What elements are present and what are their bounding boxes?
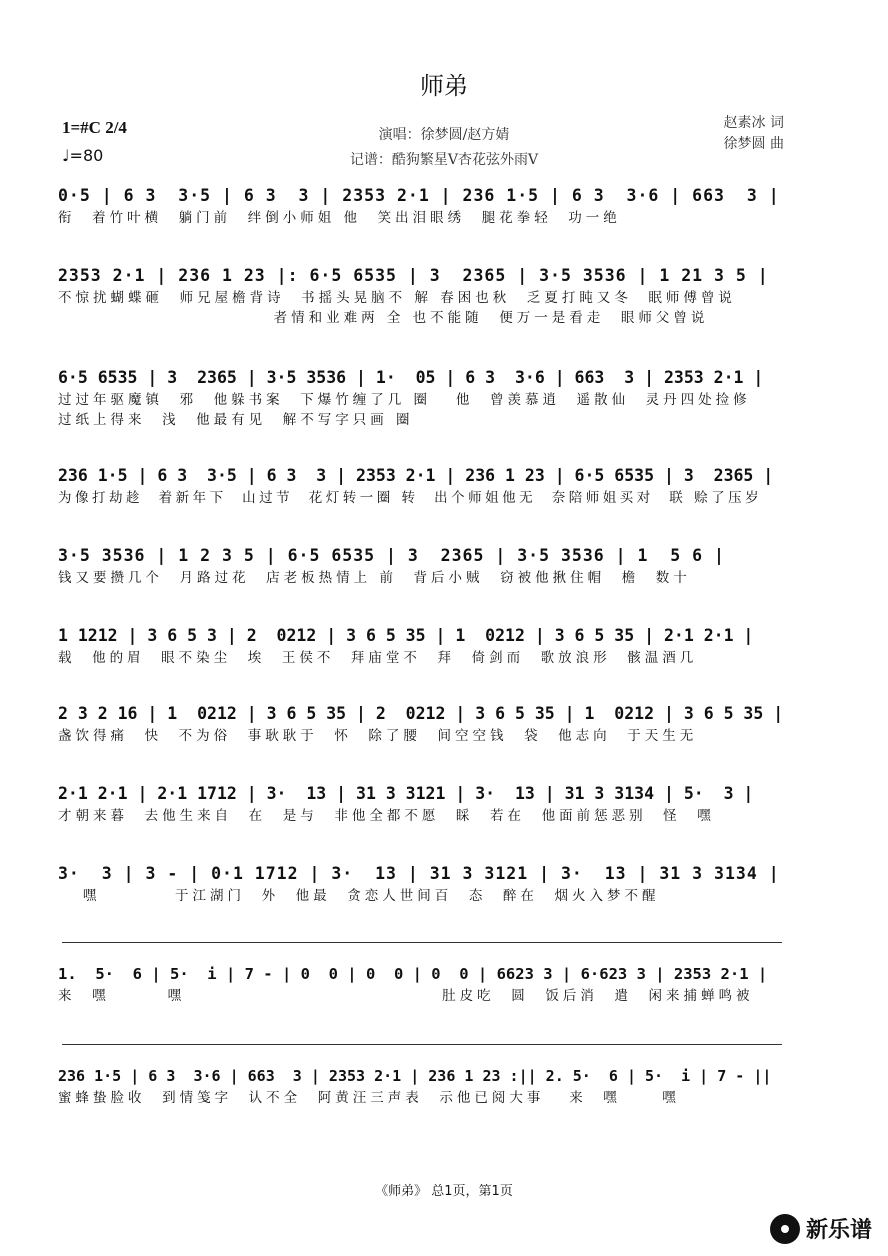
lyric-line: 为像打劫趁 着新年下 山过节 花灯转一圈 转 出个师姐他无 奈陪师姐买对 联 赊了压岁 — [58, 490, 763, 506]
lyricist-credit: 赵素冰 词 — [723, 115, 784, 131]
lyric-line: 不惊扰蝴蝶砸 师兄屋檐背诗 书摇头晃脑不 解 春困也秋 乏夏打盹又冬 眠师傅曾说 — [58, 290, 736, 306]
lyric-line: 才朝来暮 去他生来自 在 是与 非他全都不愿 睬 若在 他面前惩恶别 怪 嘿 — [58, 808, 715, 824]
score-row — [58, 464, 784, 508]
lyric-line: 钱又要攒几个 月路过花 店老板热情上 前 背后小贼 窃被他揪住帽 檐 数十 — [58, 570, 691, 586]
logo-text: 新乐谱 — [805, 1218, 872, 1243]
lyric-line: 来 嘿 嘿 肚皮吃 圆 饭后消 遣 闲来捕蝉鸣被 — [58, 988, 754, 1004]
lyric-line: 过纸上得来 浅 他最有见 解不写字只画 圈 — [58, 412, 414, 428]
score-row — [58, 782, 784, 826]
lyric-line: 盏饮得痛 快 不为俗 事耿耿于 怀 除了腰 间空空钱 袋 他志向 于天生无 — [58, 728, 698, 744]
score-row — [58, 366, 784, 430]
lyric-line: 过过年驱魔镇 邪 他躲书案 下爆竹缠了几 圈 他 曾羡慕逍 遥散仙 灵丹四处捡修 — [58, 392, 751, 408]
volta-bracket-1 — [62, 942, 782, 943]
volta-bracket-2 — [62, 1044, 782, 1045]
notation-line: 6·5 6535 | 3 2365 | 3·5 3536 | 1· 05 | 6 3 3·6 | 663 3 | 2353 2·1 | — [58, 368, 764, 387]
notation-line: 2353 2·1 | 236 1 23 |: 6·5 6535 | 3 2365 | 3·5 3536 | 1 21 3 5 | — [58, 266, 769, 285]
notation-line: 236 1·5 | 6 3 3·5 | 6 3 3 | 2353 2·1 | 236 1 23 | 6·5 6535 | 3 2365 | — [58, 466, 774, 485]
notation-credit: 记谱：酷狗繁星V杏花弦外雨V — [349, 152, 539, 168]
score-row — [58, 184, 784, 228]
lyric-line: 者情和业难两 全 也不能随 便万一是看走 眼师父曾说 — [58, 310, 709, 326]
lyric-line: 蜜蜂蛰脸收 到情笺字 认不全 阿黄汪三声表 示他已阅大事 来 嘿 嘿 — [58, 1090, 680, 1106]
vinyl-disc-icon — [770, 1214, 800, 1244]
notation-line: 1. 5· 6 | 5· i | 7 - | 0 0 | 0 0 | 0 0 | 6623 3 | 6·623 3 | 2353 2·1 | — [58, 965, 768, 983]
score-row — [58, 862, 784, 906]
notation-line: 1 1212 | 3 6 5 3 | 2 0212 | 3 6 5 35 | 1 0212 | 3 6 5 35 | 2·1 2·1 | — [58, 626, 754, 645]
key-signature: 1=#C 2/4 — [62, 118, 127, 137]
singers-credit: 演唱：徐梦圆/赵方婧 — [378, 127, 510, 143]
page-footer: 《师弟》 总1页，第1页 — [375, 1184, 513, 1199]
score-row — [58, 544, 784, 588]
notation-line: 236 1·5 | 6 3 3·6 | 663 3 | 2353 2·1 | 236 1 23 :|| 2. 5· 6 | 5· i | 7 - || — [58, 1067, 772, 1085]
score-row — [58, 624, 784, 668]
score-row — [58, 702, 784, 746]
lyric-line: 衔 着竹叶横 躺门前 绊倒小师姐 他 笑出泪眼绣 腿花拳轻 功一绝 — [58, 210, 621, 226]
lyric-line: 载 他的眉 眼不染尘 埃 王侯不 拜庙堂不 拜 倚剑而 歌放浪形 骸温酒几 — [58, 650, 698, 666]
notation-line: 2 3 2 16 | 1 0212 | 3 6 5 35 | 2 0212 | 3 6 5 35 | 1 0212 | 3 6 5 35 | — [58, 704, 784, 723]
notation-line: 3· 3 | 3 - | 0·1 1712 | 3· 13 | 31 3 3121 | 3· 13 | 31 3 3134 | — [58, 864, 780, 883]
song-title: 师弟 — [420, 72, 468, 100]
score-row — [58, 264, 784, 328]
composer-credit: 徐梦圆 曲 — [723, 136, 784, 152]
score-row — [58, 962, 784, 1006]
tempo-marking: ♩=80 — [62, 146, 104, 165]
lyric-line: 嘿 于江湖门 外 他最 贪恋人世间百 态 醉在 烟火入梦不醒 — [58, 888, 660, 904]
score-row — [58, 1064, 784, 1108]
notation-line: 2·1 2·1 | 2·1 1712 | 3· 13 | 31 3 3121 | 3· 13 | 31 3 3134 | 5· 3 | — [58, 784, 754, 803]
notation-line: 3·5 3536 | 1 2 3 5 | 6·5 6535 | 3 2365 | 3·5 3536 | 1 5 6 | — [58, 546, 725, 565]
site-logo — [770, 1213, 872, 1244]
notation-line: 0·5 | 6 3 3·5 | 6 3 3 | 2353 2·1 | 236 1·5 | 6 3 3·6 | 663 3 | — [58, 186, 780, 205]
